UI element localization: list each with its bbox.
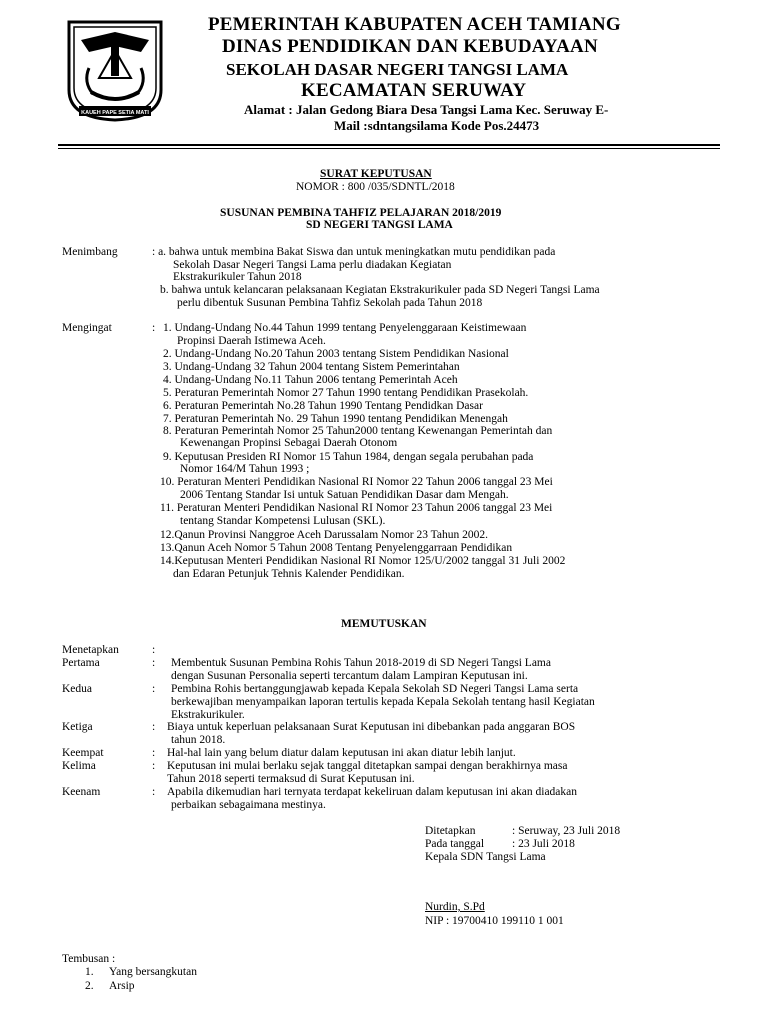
mengingat-line: 13.Qanun Aceh Nomor 5 Tahun 2008 Tentang Penyelenggarraan Pendidikan — [160, 542, 513, 554]
kelima-label: Kelima — [62, 760, 96, 772]
kedua-label: Kedua — [62, 683, 93, 695]
signatory-name: Nurdin, S.Pd — [425, 901, 485, 913]
mengingat-colon: : — [152, 322, 156, 334]
menimbang-line: b. bahwa untuk kelancaran pelaksanaan Kegiatan Ekstrakurikuler pada SD Negeri Tangsi Lama — [160, 284, 600, 296]
kedua-line: Pembina Rohis bertanggungjawab kepada Kepala Sekolah SD Negeri Tangsi Lama serta — [171, 683, 579, 695]
tembusan-item: Arsip — [109, 980, 135, 992]
tembusan-item: Yang bersangkutan — [109, 966, 197, 978]
keempat-label: Keempat — [62, 747, 104, 759]
keenam-line: perbaikan sebagaimana mestinya. — [171, 799, 326, 811]
ketiga-label: Ketiga — [62, 721, 93, 733]
svg-text:KAUEH PAPE SETIA MATI: KAUEH PAPE SETIA MATI — [81, 110, 149, 116]
mengingat-line: 12.Qanun Provinsi Nanggroe Aceh Darussalam Nomor 23 Tahun 2002. — [160, 529, 488, 541]
pertama-line: Membentuk Susunan Pembina Rohis Tahun 2018-2019 di SD Negeri Tangsi Lama — [171, 657, 551, 669]
tembusan-number: 1. — [85, 966, 94, 978]
ketiga-line: tahun 2018. — [171, 734, 226, 746]
letterhead-address-2: Mail :sdntangsilama Kode Pos.24473 — [334, 118, 540, 133]
letterhead-line-3: SEKOLAH DASAR NEGERI TANGSI LAMA — [226, 60, 569, 79]
letterhead-rule-thin — [58, 148, 720, 149]
mengingat-line: 4. Undang-Undang No.11 Tahun 2006 tentang Pemerintah Aceh — [163, 374, 458, 386]
tanggal-label: Pada tanggal — [425, 838, 485, 850]
mengingat-line: 3. Undang-Undang 32 Tahun 2004 tentang Sistem Pemerintahan — [163, 361, 460, 373]
mengingat-line: 14.Keputusan Menteri Pendidikan Nasional RI Nomor 125/U/2002 tanggal 31 Juli 2002 — [160, 555, 566, 567]
ditetapkan-label: Ditetapkan — [425, 825, 476, 837]
decree-subject-1: SUSUNAN PEMBINA TAHFIZ PELAJARAN 2018/2019 — [220, 207, 502, 219]
tanggal-value: : 23 Juli 2018 — [512, 838, 575, 850]
tembusan-label: Tembusan : — [62, 953, 116, 965]
letterhead-address-1: Alamat : Jalan Gedong Biara Desa Tangsi Lama Kec. Seruway E- — [244, 102, 609, 117]
letterhead-rule-thick — [58, 144, 720, 146]
kelima-colon: : — [152, 760, 156, 772]
kelima-line: Keputusan ini mulai berlaku sejak tanggal ditetapkan sampai dengan berakhirnya masa — [167, 760, 568, 772]
memutuskan-heading: MEMUTUSKAN — [341, 618, 427, 630]
mengingat-line: 7. Peraturan Pemerintah No. 29 Tahun 1990 tentang Pendidikan Menengah — [163, 413, 508, 425]
ketiga-colon: : — [152, 721, 156, 733]
mengingat-line: 1. Undang-Undang No.44 Tahun 1999 tentang Penyelenggaraan Keistimewaan — [163, 322, 527, 334]
mengingat-line: 10. Peraturan Menteri Pendidikan Nasional RI Nomor 22 Tahun 2006 tanggal 23 Mei — [160, 476, 553, 488]
mengingat-line: Nomor 164/M Tahun 1993 ; — [180, 463, 310, 475]
mengingat-line: Propinsi Daerah Istimewa Aceh. — [177, 335, 326, 347]
pertama-colon: : — [152, 657, 156, 669]
mengingat-line: Kewenangan Propinsi Sebagai Daerah Otonom — [180, 437, 398, 449]
kedua-line: berkewajiban menyampaikan laporan tertulis kepada Kepala Sekolah tentang hasil Kegiatan — [171, 696, 595, 708]
mengingat-line: tentang Standar Kompetensi Lulusan (SKL). — [180, 515, 386, 527]
menimbang-line: Sekolah Dasar Negeri Tangsi Lama perlu diadakan Kegiatan — [173, 259, 452, 271]
mengingat-line: 11. Peraturan Menteri Pendidikan Nasional RI Nomor 23 Tahun 2006 tanggal 23 Mei — [160, 502, 553, 514]
regency-logo — [59, 20, 171, 122]
mengingat-line: 2006 Tentang Standar Isi untuk Satuan Pendidikan Dasar dam Mengah. — [180, 489, 509, 501]
letterhead-line-1: PEMERINTAH KABUPATEN ACEH TAMIANG — [208, 14, 621, 35]
menimbang-line: Ekstrakurikuler Tahun 2018 — [173, 271, 302, 283]
menimbang-line: perlu dibentuk Susunan Pembina Tahfiz Sekolah pada Tahun 2018 — [177, 297, 483, 309]
keempat-line: Hal-hal lain yang belum diatur dalam keputusan ini akan diatur lebih lanjut. — [167, 747, 516, 759]
mengingat-line: 2. Undang-Undang No.20 Tahun 2003 tentang Sistem Pendidikan Nasional — [163, 348, 509, 360]
menetapkan-colon: : — [152, 644, 156, 656]
mengingat-line: dan Edaran Petunjuk Tehnis Kalender Pendidikan. — [173, 568, 405, 580]
mengingat-line: 6. Peraturan Pemerintah No.28 Tahun 1990 Tentang Pendidkan Dasar — [163, 400, 483, 412]
keenam-colon: : — [152, 786, 156, 798]
menimbang-label: Menimbang — [62, 246, 118, 258]
keenam-line: Apabila dikemudian hari ternyata terdapat kekeliruan dalam keputusan ini akan diadakan — [167, 786, 578, 798]
mengingat-line: 5. Peraturan Pemerintah Nomor 27 Tahun 1990 tentang Pendidikan Prasekolah. — [163, 387, 529, 399]
menimbang-line: : a. bahwa untuk membina Bakat Siswa dan untuk meningkatkan mutu pendidikan pada — [152, 246, 556, 258]
pertama-label: Pertama — [62, 657, 100, 669]
signatory-nip: NIP : 19700410 199110 1 001 — [425, 915, 564, 927]
ketiga-line: Biaya untuk keperluan pelaksanaan Surat Keputusan ini dibebankan pada anggaran BOS — [167, 721, 576, 733]
menetapkan-label: Menetapkan — [62, 644, 119, 656]
mengingat-line: 9. Keputusan Presiden RI Nomor 15 Tahun 1984, dengan segala perubahan pada — [163, 451, 534, 463]
decree-number: NOMOR : 800 /035/SDNTL/2018 — [296, 181, 455, 193]
kedua-line: Ekstrakurikuler. — [171, 709, 245, 721]
ditetapkan-value: : Seruway, 23 Juli 2018 — [512, 825, 621, 837]
tembusan-number: 2. — [85, 980, 94, 992]
keempat-colon: : — [152, 747, 156, 759]
signatory-position: Kepala SDN Tangsi Lama — [425, 851, 546, 863]
decree-heading: SURAT KEPUTUSAN — [320, 168, 432, 180]
mengingat-line: 8. Peraturan Pemerintah Nomor 25 Tahun2000 tentang Kewenangan Pemerintah dan — [163, 425, 553, 437]
pertama-line: dengan Susunan Personalia seperti tercantum dalam Lampiran Keputusan ini. — [171, 670, 528, 682]
keenam-label: Keenam — [62, 786, 101, 798]
mengingat-label: Mengingat — [62, 322, 112, 334]
decree-subject-2: SD NEGERI TANGSI LAMA — [306, 219, 453, 231]
kelima-line: Tahun 2018 seperti termaksud di Surat Keputusan ini. — [167, 773, 415, 785]
letterhead-line-2: DINAS PENDIDIKAN DAN KEBUDAYAAN — [222, 36, 598, 57]
letterhead-line-4: KECAMATAN SERUWAY — [301, 80, 527, 101]
kedua-colon: : — [152, 683, 156, 695]
